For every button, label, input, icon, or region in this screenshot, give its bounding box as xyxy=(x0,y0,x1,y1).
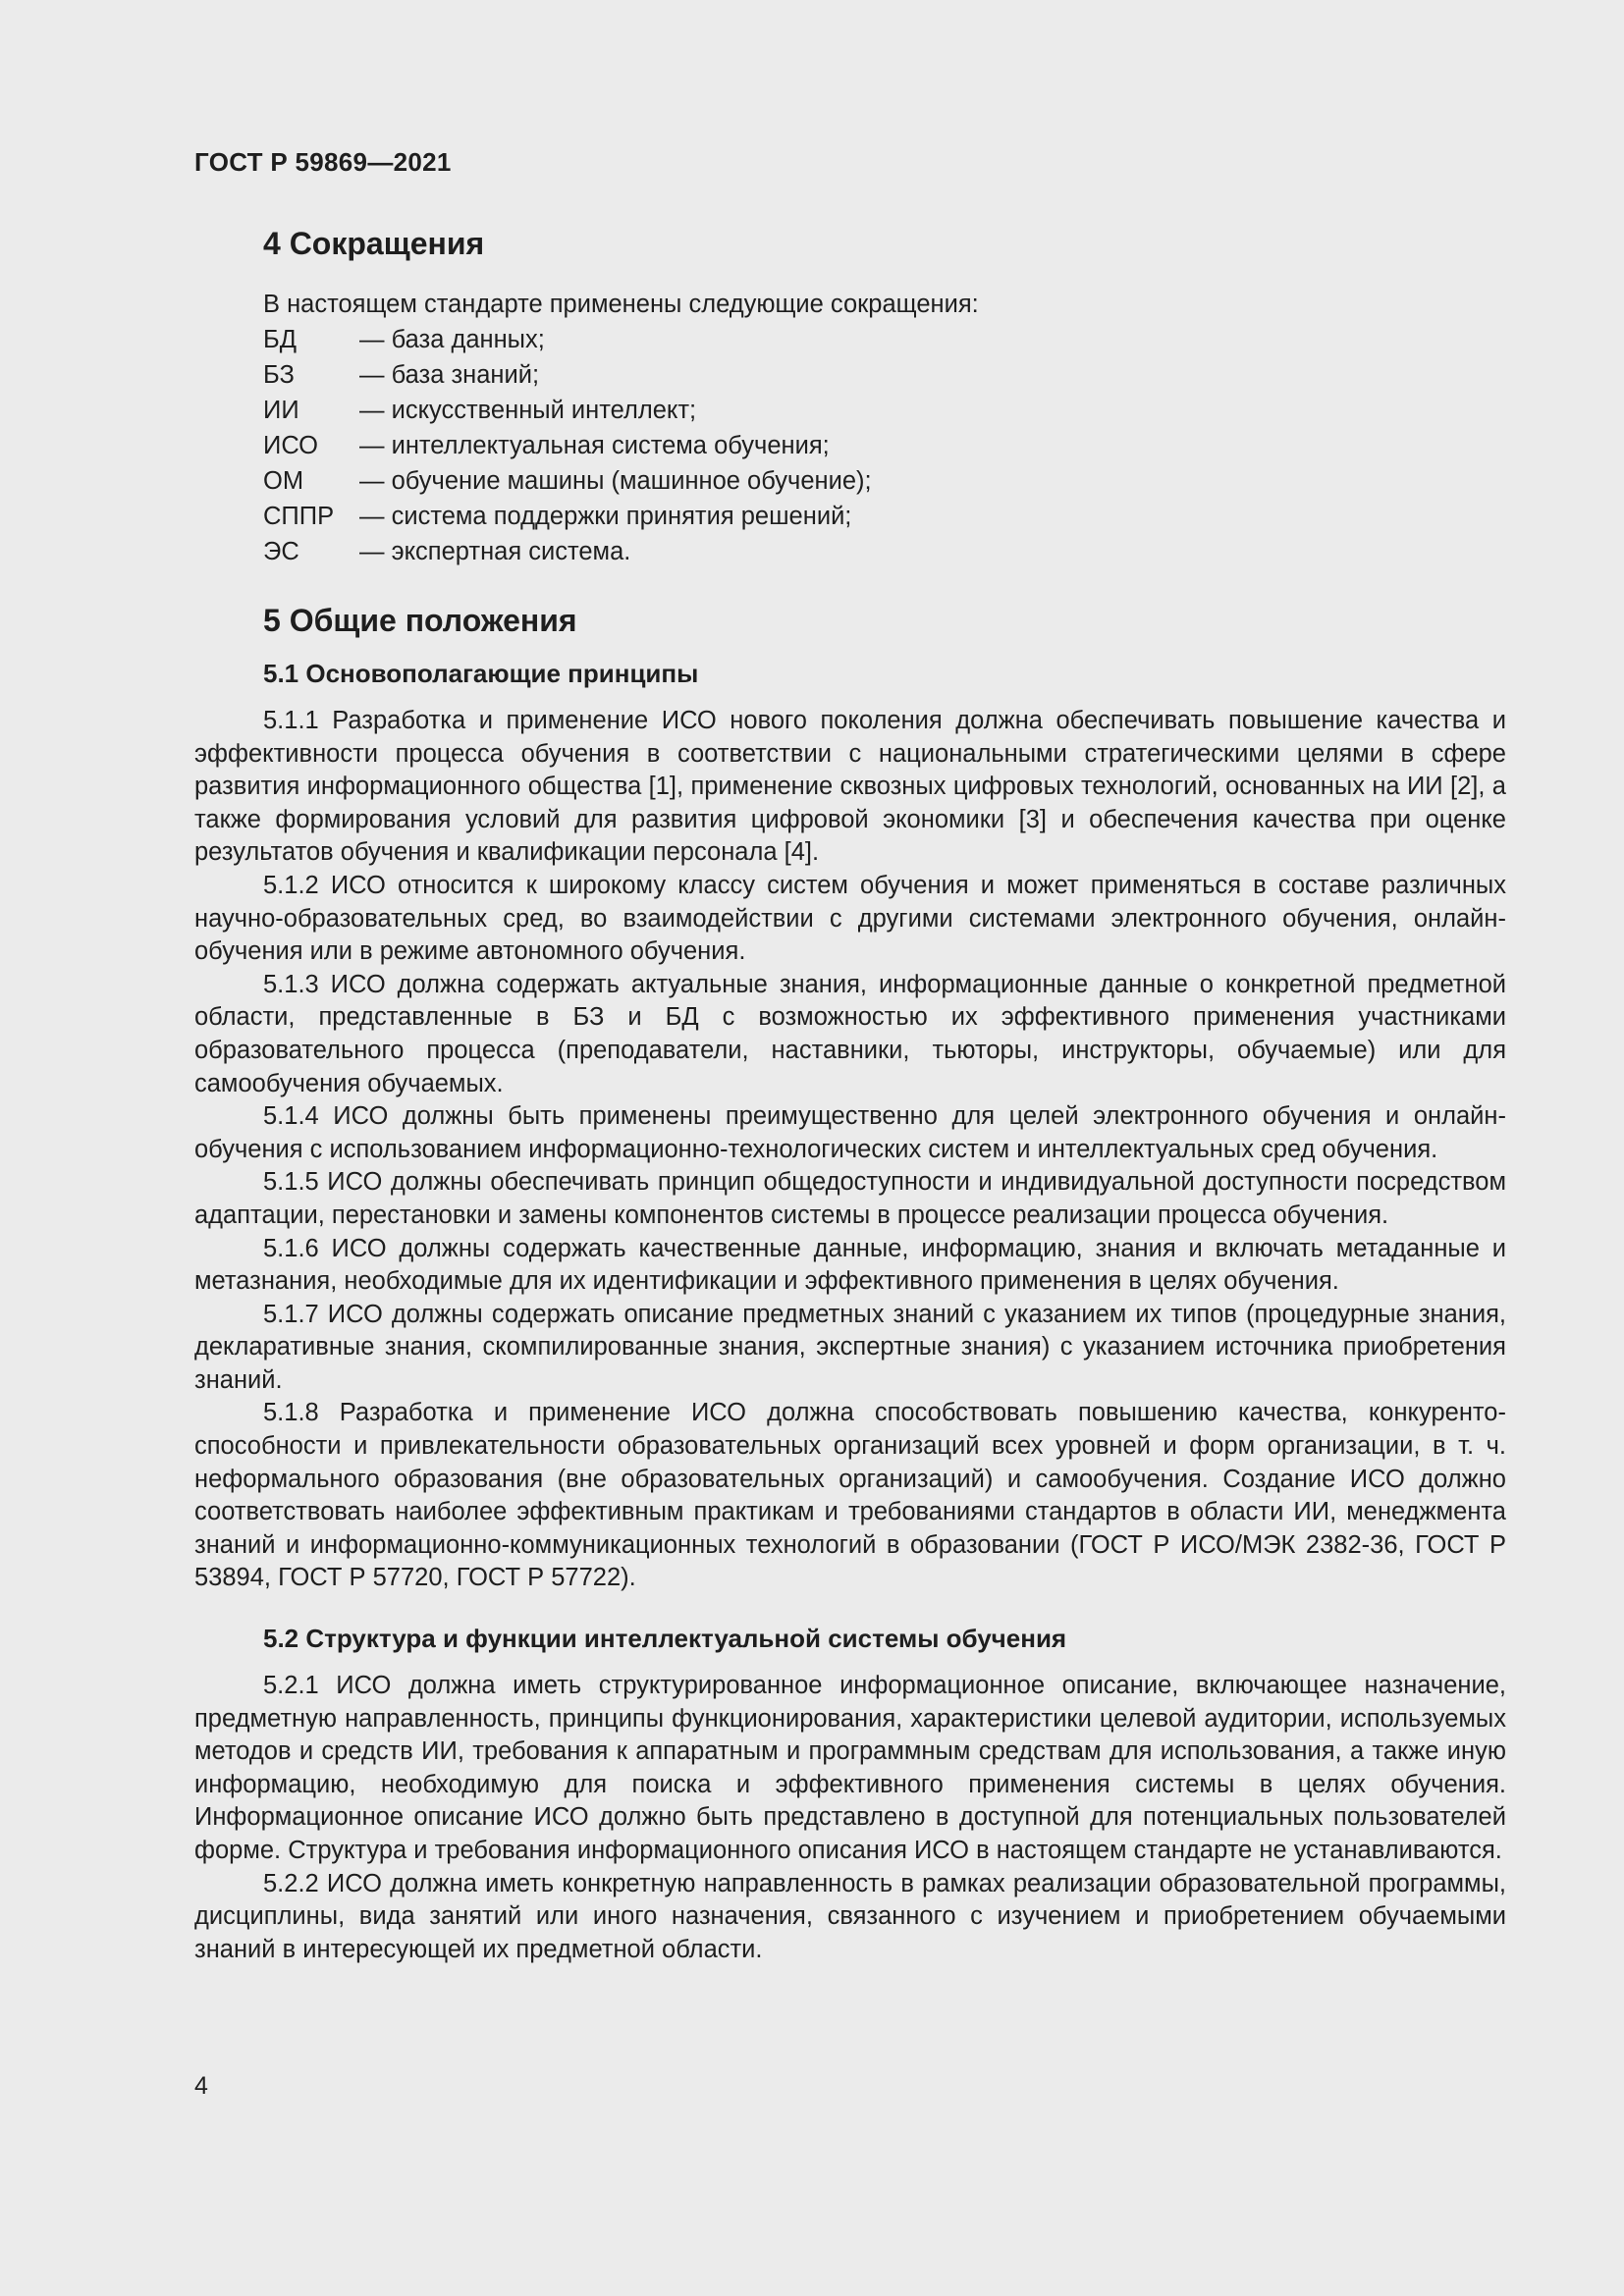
abbreviation-definition: — искусственный интеллект; xyxy=(359,397,697,424)
clause-paragraph: 5.1.6 ИСО должны содержать качественные данные, информацию, знания и включать метаданные и метазнания, необходимые для их идентификации и эффективного применения в целях обучения. xyxy=(194,1234,1506,1296)
abbreviations-list xyxy=(194,322,1506,569)
abbreviation-item xyxy=(263,393,1506,428)
clause-paragraph: 5.2.1 ИСО должна иметь структурированное информационное описание, включающее назначение, предметную направленность, принципы функционирования, характеристики целевой аудитории, используемых методов и средств ИИ, требования к аппаратным и программным средствам для использования, а также иную информацию, необходимую для поиска и эффективного применения системы в целях обучения. Информационное описание ИСО должно быть представлено в доступной для потенциальных пользователей форме. Структура и требования информационного описания ИСО в настоящем стандарте не устанавливаются. xyxy=(194,1672,1506,1864)
abbreviation-item xyxy=(263,463,1506,499)
section-4-title: 4 Сокращения xyxy=(263,226,485,261)
abbreviation-term: БД xyxy=(263,326,298,353)
clause-paragraph: 5.1.7 ИСО должны содержать описание предметных знаний с указанием их типов (процедурные знания, декларативные знания, скомпилированные знания, экспертные знания) с указанием источника приобретения знаний. xyxy=(194,1300,1506,1394)
abbreviation-definition: — интеллектуальная система обучения; xyxy=(359,432,830,459)
abbreviation-term: БЗ xyxy=(263,361,295,389)
section-5-title: 5 Общие положения xyxy=(263,603,577,638)
clause-paragraph: 5.1.1 Разработка и применение ИСО нового поколения должна обеспечивать повышение качества и эффективности процесса обучения в соответствии с национальными стратегическими целями в сфере развития информационного общества [1], применение сквозных цифровых технологий, основанных на ИИ [2], а также формирования условий для развития цифровой экономики [3] и обеспечения качества при оценке результатов обучения и квалификации персонала [4]. xyxy=(194,707,1506,867)
abbreviation-term: ОМ xyxy=(263,467,304,495)
document-code-header: ГОСТ Р 59869—2021 xyxy=(194,147,452,177)
abbreviations-intro: В настоящем стандарте применены следующие сокращения: xyxy=(263,291,979,318)
abbreviation-item xyxy=(263,428,1506,463)
clause-paragraph: 5.1.4 ИСО должны быть применены преимущественно для целей электронного обучения и онлайн-обучения с использованием информационно-технологических систем и интеллектуальных сред обучения. xyxy=(194,1102,1506,1163)
page-number: 4 xyxy=(194,2072,208,2100)
abbreviation-term: ИИ xyxy=(263,397,299,424)
clause-paragraph: 5.1.3 ИСО должна содержать актуальные знания, информационные данные о конкретной предметной области, представленные в БЗ и БД с возможностью их эффективного применения участниками образовательного процесса (преподаватели, наставники, тьюторы, инструкторы, обучаемые) или для самообучения обучаемых. xyxy=(194,970,1506,1097)
abbreviation-definition: — обучение машины (машинное обучение); xyxy=(359,467,872,495)
abbreviation-definition: — экспертная система. xyxy=(359,538,631,565)
subsection-5-2-title: 5.2 Структура и функции интеллектуальной системы обучения xyxy=(263,1624,1067,1654)
abbreviation-definition: — база знаний; xyxy=(359,361,540,389)
abbreviation-item xyxy=(263,322,1506,357)
abbreviation-item xyxy=(263,499,1506,534)
clause-paragraph: 5.1.5 ИСО должны обеспечивать принцип общедоступности и индивидуальной доступности посредством адаптации, перестановки и замены компонентов системы в процессе реализации процесса обучения. xyxy=(194,1168,1506,1229)
abbreviation-item xyxy=(263,534,1506,569)
subsection-5-2-body xyxy=(194,1670,1506,1966)
subsection-5-1-title: 5.1 Основополагающие принципы xyxy=(263,659,699,688)
clause-paragraph: 5.1.2 ИСО относится к широкому классу систем обучения и может применяться в составе различных научно-образовательных сред, во взаимодействии с другими системами электронного обучения, онлайн-обучения или в режиме автономного обучения. xyxy=(194,871,1506,966)
abbreviation-term: СППР xyxy=(263,503,335,530)
abbreviation-term: ЭС xyxy=(263,538,299,565)
subsection-5-1-body xyxy=(194,705,1506,1595)
abbreviation-definition: — база данных; xyxy=(359,326,545,353)
abbreviation-term: ИСО xyxy=(263,432,319,459)
abbreviation-definition: — система поддержки принятия решений; xyxy=(359,503,852,530)
page-content xyxy=(194,222,1506,1966)
clause-paragraph: 5.1.8 Разработка и применение ИСО должна способствовать повышению качества, конкурентоспособности и привлекательности образовательных организаций всех уровней и форм организации, в т. ч. неформального образования (вне образовательных организаций) и самообучения. Создание ИСО должно соответствовать наиболее эффективным практикам и требованиями стандартов в области ИИ, менеджмента знаний и информационно-коммуникационных технологий в образовании (ГОСТ Р ИСО/МЭК 2382-36, ГОСТ Р 53894, ГОСТ Р 57720, ГОСТ Р 57722). xyxy=(194,1399,1506,1592)
abbreviation-item xyxy=(263,357,1506,393)
clause-paragraph: 5.2.2 ИСО должна иметь конкретную направленность в рамках реализации образовательной программы, дисциплины, вида занятий или иного назначения, связанного с изучением и приобретением обучаемыми знаний в интересующей их предметной области. xyxy=(194,1869,1506,1963)
